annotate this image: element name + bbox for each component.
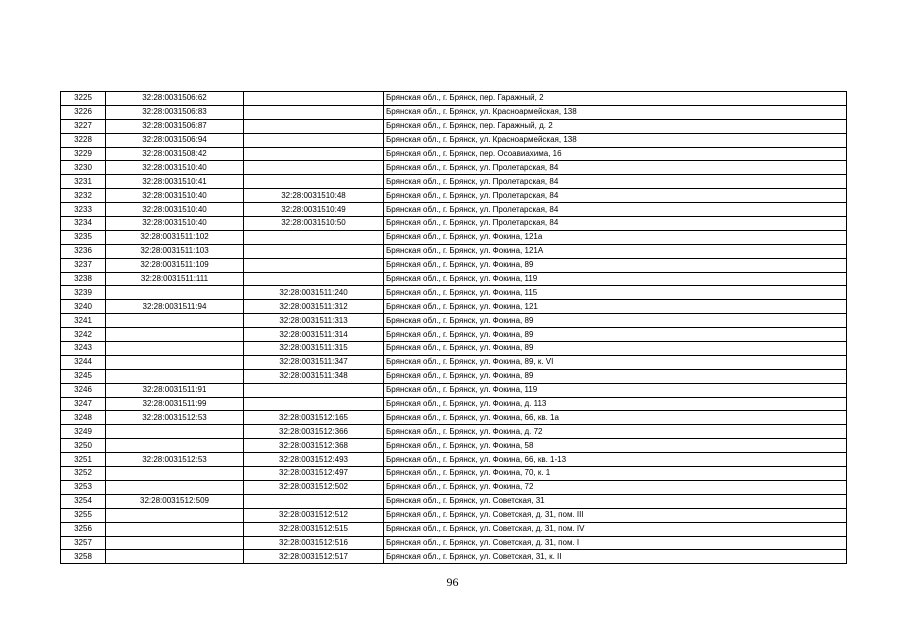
cadastral-number-cell xyxy=(106,355,244,369)
table-row xyxy=(61,92,847,106)
address-cell: Брянская обл., г. Брянск, ул. Фокина, 121 xyxy=(384,300,847,314)
table-row xyxy=(61,314,847,328)
row-number-cell: 3238 xyxy=(61,272,106,286)
cadastral-number-cell xyxy=(106,328,244,342)
cadastral-number-cell: 32:28:0031508:42 xyxy=(106,147,244,161)
row-number-cell: 3245 xyxy=(61,369,106,383)
address-cell: Брянская обл., г. Брянск, ул. Фокина, 121а xyxy=(384,230,847,244)
address-cell: Брянская обл., г. Брянск, ул. Фокина, 119 xyxy=(384,383,847,397)
table-row xyxy=(61,536,847,550)
cadastral-number-secondary-cell: 32:28:0031511:315 xyxy=(244,342,384,356)
row-number-cell: 3242 xyxy=(61,328,106,342)
address-cell: Брянская обл., г. Брянск, ул. Пролетарская, 84 xyxy=(384,203,847,217)
cadastral-number-secondary-cell xyxy=(244,133,384,147)
table-row xyxy=(61,342,847,356)
cadastral-number-secondary-cell: 32:28:0031511:313 xyxy=(244,314,384,328)
table-row xyxy=(61,467,847,481)
table-row xyxy=(61,161,847,175)
address-cell: Брянская обл., г. Брянск, ул. Фокина, 70, к. 1 xyxy=(384,467,847,481)
address-cell: Брянская обл., г. Брянск, пер. Гаражный, д. 2 xyxy=(384,119,847,133)
table-row xyxy=(61,119,847,133)
cadastral-number-secondary-cell: 32:28:0031510:49 xyxy=(244,203,384,217)
cadastral-number-cell: 32:28:0031506:83 xyxy=(106,105,244,119)
row-number-cell: 3252 xyxy=(61,467,106,481)
address-cell: Брянская обл., г. Брянск, ул. Пролетарская, 84 xyxy=(384,189,847,203)
cadastral-number-secondary-cell: 32:28:0031511:314 xyxy=(244,328,384,342)
address-cell: Брянская обл., г. Брянск, ул. Фокина, 58 xyxy=(384,439,847,453)
cadastral-number-secondary-cell xyxy=(244,258,384,272)
cadastral-number-cell: 32:28:0031506:87 xyxy=(106,119,244,133)
cadastral-number-secondary-cell: 32:28:0031512:515 xyxy=(244,522,384,536)
cadastral-number-cell: 32:28:0031511:111 xyxy=(106,272,244,286)
address-cell: Брянская обл., г. Брянск, ул. Пролетарская, 84 xyxy=(384,217,847,231)
table-row xyxy=(61,244,847,258)
address-cell: Брянская обл., г. Брянск, ул. Фокина, 66, кв. 1-13 xyxy=(384,453,847,467)
cadastral-number-cell: 32:28:0031511:109 xyxy=(106,258,244,272)
address-cell: Брянская обл., г. Брянск, ул. Фокина, 119 xyxy=(384,272,847,286)
cadastral-number-secondary-cell: 32:28:0031512:512 xyxy=(244,508,384,522)
row-number-cell: 3253 xyxy=(61,480,106,494)
address-cell: Брянская обл., г. Брянск, пер. Гаражный, 2 xyxy=(384,92,847,106)
address-cell: Брянская обл., г. Брянск, ул. Фокина, 72 xyxy=(384,480,847,494)
cadastral-number-secondary-cell: 32:28:0031512:366 xyxy=(244,425,384,439)
cadastral-number-secondary-cell: 32:28:0031511:240 xyxy=(244,286,384,300)
cadastral-number-secondary-cell xyxy=(244,147,384,161)
cadastral-number-secondary-cell: 32:28:0031511:312 xyxy=(244,300,384,314)
row-number-cell: 3230 xyxy=(61,161,106,175)
row-number-cell: 3236 xyxy=(61,244,106,258)
row-number-cell: 3228 xyxy=(61,133,106,147)
cadastral-number-secondary-cell xyxy=(244,92,384,106)
row-number-cell: 3249 xyxy=(61,425,106,439)
address-cell: Брянская обл., г. Брянск, ул. Фокина, 66, кв. 1а xyxy=(384,411,847,425)
cadastral-number-secondary-cell xyxy=(244,230,384,244)
address-cell: Брянская обл., г. Брянск, ул. Фокина, 89 xyxy=(384,328,847,342)
cadastral-number-cell xyxy=(106,536,244,550)
table-row xyxy=(61,189,847,203)
cadastral-number-cell: 32:28:0031510:40 xyxy=(106,189,244,203)
row-number-cell: 3225 xyxy=(61,92,106,106)
row-number-cell: 3243 xyxy=(61,342,106,356)
cadastral-number-cell: 32:28:0031512:53 xyxy=(106,453,244,467)
cadastral-number-cell xyxy=(106,425,244,439)
row-number-cell: 3257 xyxy=(61,536,106,550)
cadastral-number-cell xyxy=(106,369,244,383)
address-cell: Брянская обл., г. Брянск, ул. Фокина, 89, к. VI xyxy=(384,355,847,369)
row-number-cell: 3235 xyxy=(61,230,106,244)
cadastral-number-secondary-cell xyxy=(244,175,384,189)
row-number-cell: 3250 xyxy=(61,439,106,453)
address-cell: Брянская обл., г. Брянск, ул. Фокина, 89 xyxy=(384,369,847,383)
table-row xyxy=(61,397,847,411)
cadastral-number-cell: 32:28:0031512:53 xyxy=(106,411,244,425)
row-number-cell: 3251 xyxy=(61,453,106,467)
cadastral-number-cell xyxy=(106,550,244,564)
cadastral-number-secondary-cell: 32:28:0031512:497 xyxy=(244,467,384,481)
address-cell: Брянская обл., г. Брянск, ул. Советская, 31 xyxy=(384,494,847,508)
table-row xyxy=(61,217,847,231)
row-number-cell: 3233 xyxy=(61,203,106,217)
table-row xyxy=(61,383,847,397)
cadastral-number-cell xyxy=(106,467,244,481)
row-number-cell: 3240 xyxy=(61,300,106,314)
table-row xyxy=(61,328,847,342)
address-cell: Брянская обл., г. Брянск, ул. Фокина, д. 72 xyxy=(384,425,847,439)
table-row xyxy=(61,508,847,522)
row-number-cell: 3226 xyxy=(61,105,106,119)
address-cell: Брянская обл., г. Брянск, ул. Пролетарская, 84 xyxy=(384,161,847,175)
row-number-cell: 3258 xyxy=(61,550,106,564)
cadastral-number-secondary-cell: 32:28:0031510:50 xyxy=(244,217,384,231)
table-row xyxy=(61,355,847,369)
table-row xyxy=(61,411,847,425)
row-number-cell: 3255 xyxy=(61,508,106,522)
address-cell: Брянская обл., г. Брянск, ул. Красноармейская, 138 xyxy=(384,133,847,147)
cadastral-number-cell: 32:28:0031510:40 xyxy=(106,161,244,175)
address-cell: Брянская обл., г. Брянск, ул. Фокина, 121А xyxy=(384,244,847,258)
cadastral-number-cell xyxy=(106,508,244,522)
address-cell: Брянская обл., г. Брянск, ул. Фокина, 89 xyxy=(384,342,847,356)
page-number: 96 xyxy=(446,575,459,589)
cadastral-number-cell xyxy=(106,342,244,356)
cadastral-number-secondary-cell: 32:28:0031512:165 xyxy=(244,411,384,425)
table-row xyxy=(61,369,847,383)
cadastral-number-secondary-cell xyxy=(244,161,384,175)
row-number-cell: 3246 xyxy=(61,383,106,397)
table-row xyxy=(61,133,847,147)
table-row xyxy=(61,105,847,119)
row-number-cell: 3227 xyxy=(61,119,106,133)
cadastral-number-cell: 32:28:0031511:91 xyxy=(106,383,244,397)
cadastral-number-secondary-cell: 32:28:0031512:502 xyxy=(244,480,384,494)
row-number-cell: 3234 xyxy=(61,217,106,231)
table-row xyxy=(61,175,847,189)
cadastral-number-cell xyxy=(106,314,244,328)
cadastral-number-secondary-cell: 32:28:0031511:347 xyxy=(244,355,384,369)
cadastral-number-secondary-cell: 32:28:0031512:368 xyxy=(244,439,384,453)
cadastral-number-secondary-cell xyxy=(244,397,384,411)
cadastral-number-secondary-cell: 32:28:0031512:516 xyxy=(244,536,384,550)
row-number-cell: 3232 xyxy=(61,189,106,203)
address-cell: Брянская обл., г. Брянск, ул. Советская, д. 31, пом. III xyxy=(384,508,847,522)
table-row xyxy=(61,286,847,300)
cadastral-number-cell: 32:28:0031510:40 xyxy=(106,217,244,231)
cadastral-number-secondary-cell xyxy=(244,244,384,258)
table-row xyxy=(61,522,847,536)
cadastral-number-cell: 32:28:0031510:41 xyxy=(106,175,244,189)
row-number-cell: 3248 xyxy=(61,411,106,425)
cadastral-number-secondary-cell: 32:28:0031512:517 xyxy=(244,550,384,564)
table-row xyxy=(61,300,847,314)
cadastral-number-cell xyxy=(106,286,244,300)
table-row xyxy=(61,550,847,564)
table-row xyxy=(61,439,847,453)
cadastral-number-cell: 32:28:0031510:40 xyxy=(106,203,244,217)
row-number-cell: 3237 xyxy=(61,258,106,272)
row-number-cell: 3254 xyxy=(61,494,106,508)
row-number-cell: 3244 xyxy=(61,355,106,369)
cadastral-number-cell: 32:28:0031506:94 xyxy=(106,133,244,147)
cadastral-number-cell: 32:28:0031511:102 xyxy=(106,230,244,244)
table-row xyxy=(61,494,847,508)
cadastral-number-secondary-cell xyxy=(244,119,384,133)
cadastral-number-cell: 32:28:0031512:509 xyxy=(106,494,244,508)
row-number-cell: 3256 xyxy=(61,522,106,536)
table-row xyxy=(61,272,847,286)
address-cell: Брянская обл., г. Брянск, ул. Советская, д. 31, пом. I xyxy=(384,536,847,550)
address-cell: Брянская обл., г. Брянск, пер. Осоавиахима, 16 xyxy=(384,147,847,161)
address-cell: Брянская обл., г. Брянск, ул. Фокина, 89 xyxy=(384,258,847,272)
row-number-cell: 3247 xyxy=(61,397,106,411)
cadastral-number-cell: 32:28:0031511:103 xyxy=(106,244,244,258)
table-row xyxy=(61,203,847,217)
cadastral-number-secondary-cell: 32:28:0031512:493 xyxy=(244,453,384,467)
registry-table-body xyxy=(61,92,847,564)
address-cell: Брянская обл., г. Брянск, ул. Фокина, 89 xyxy=(384,314,847,328)
address-cell: Брянская обл., г. Брянск, ул. Фокина, д. 113 xyxy=(384,397,847,411)
address-cell: Брянская обл., г. Брянск, ул. Советская, 31, к. II xyxy=(384,550,847,564)
row-number-cell: 3241 xyxy=(61,314,106,328)
address-cell: Брянская обл., г. Брянск, ул. Фокина, 115 xyxy=(384,286,847,300)
cadastral-number-cell xyxy=(106,439,244,453)
cadastral-number-secondary-cell xyxy=(244,494,384,508)
cadastral-number-cell xyxy=(106,522,244,536)
row-number-cell: 3229 xyxy=(61,147,106,161)
cadastral-number-cell: 32:28:0031511:99 xyxy=(106,397,244,411)
cadastral-number-secondary-cell xyxy=(244,105,384,119)
cadastral-number-cell xyxy=(106,480,244,494)
table-row xyxy=(61,147,847,161)
row-number-cell: 3231 xyxy=(61,175,106,189)
cadastral-number-secondary-cell xyxy=(244,383,384,397)
table-row xyxy=(61,453,847,467)
row-number-cell: 3239 xyxy=(61,286,106,300)
cadastral-number-secondary-cell xyxy=(244,272,384,286)
table-row xyxy=(61,480,847,494)
address-cell: Брянская обл., г. Брянск, ул. Советская, д. 31, пом. IV xyxy=(384,522,847,536)
cadastral-number-cell: 32:28:0031511:94 xyxy=(106,300,244,314)
registry-table xyxy=(60,91,847,564)
table-row xyxy=(61,230,847,244)
address-cell: Брянская обл., г. Брянск, ул. Пролетарская, 84 xyxy=(384,175,847,189)
table-row xyxy=(61,425,847,439)
cadastral-number-cell: 32:28:0031506:62 xyxy=(106,92,244,106)
cadastral-number-secondary-cell: 32:28:0031511:348 xyxy=(244,369,384,383)
table-row xyxy=(61,258,847,272)
cadastral-number-secondary-cell: 32:28:0031510:48 xyxy=(244,189,384,203)
address-cell: Брянская обл., г. Брянск, ул. Красноармейская, 138 xyxy=(384,105,847,119)
